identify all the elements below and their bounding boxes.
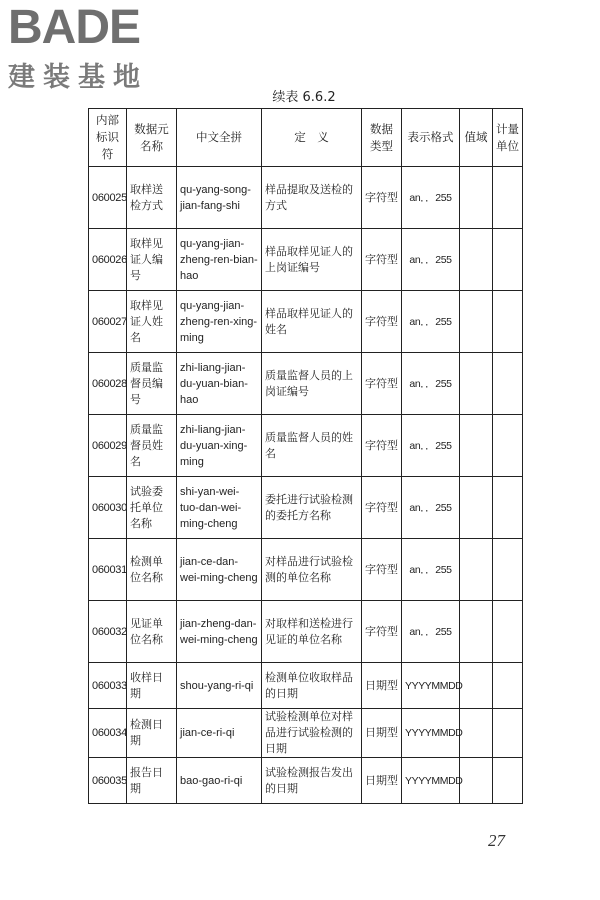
cell-pinyin: zhi-liang-jian-du-yuan-xing-ming <box>177 415 262 477</box>
cell-definition: 质量监督人员的姓名 <box>262 415 362 477</box>
cell-range <box>460 415 493 477</box>
header-element-name: 数据元名称 <box>127 109 177 167</box>
cell-definition: 样品取样见证人的上岗证编号 <box>262 229 362 291</box>
cell-name: 取样见证人姓名 <box>127 291 177 353</box>
cell-pinyin: zhi-liang-jian-du-yuan-bian-hao <box>177 353 262 415</box>
table-row <box>89 353 523 415</box>
cell-code: 060030 <box>89 477 127 539</box>
table-row <box>89 291 523 353</box>
header-range: 值域 <box>460 109 493 167</box>
cell-format: an．．255 <box>402 353 460 415</box>
cell-name: 取样送检方式 <box>127 167 177 229</box>
cell-pinyin: shi-yan-wei-tuo-dan-wei-ming-cheng <box>177 477 262 539</box>
cell-definition: 样品取样见证人的姓名 <box>262 291 362 353</box>
cell-range <box>460 477 493 539</box>
cell-format: an．．255 <box>402 539 460 601</box>
table-row <box>89 167 523 229</box>
cell-name: 质量监督员编号 <box>127 353 177 415</box>
cell-format: YYYYMMDD <box>402 709 460 758</box>
table-row <box>89 601 523 663</box>
cell-type: 日期型 <box>362 663 402 709</box>
cell-definition: 质量监督人员的上岗证编号 <box>262 353 362 415</box>
cell-name: 质量监督员姓名 <box>127 415 177 477</box>
cell-unit <box>493 477 523 539</box>
brand-logo <box>8 2 178 94</box>
cell-type: 字符型 <box>362 477 402 539</box>
header-unit: 计量单位 <box>493 109 523 167</box>
cell-definition: 对样品进行试验检测的单位名称 <box>262 539 362 601</box>
cell-code: 060029 <box>89 415 127 477</box>
cell-range <box>460 353 493 415</box>
cell-pinyin: jian-ce-ri-qi <box>177 709 262 758</box>
table-row <box>89 709 523 758</box>
cell-pinyin: jian-zheng-dan-wei-ming-cheng <box>177 601 262 663</box>
table-row <box>89 539 523 601</box>
cell-format: an．．255 <box>402 291 460 353</box>
cell-name: 检测单位名称 <box>127 539 177 601</box>
cell-code: 060034 <box>89 709 127 758</box>
cell-definition: 委托进行试验检测的委托方名称 <box>262 477 362 539</box>
cell-unit <box>493 229 523 291</box>
table-header-row <box>89 109 523 167</box>
cell-definition: 试验检测单位对样品进行试验检测的日期 <box>262 709 362 758</box>
cell-name: 试验委托单位名称 <box>127 477 177 539</box>
cell-definition: 试验检测报告发出的日期 <box>262 758 362 804</box>
cell-unit <box>493 167 523 229</box>
cell-code: 060031 <box>89 539 127 601</box>
cell-type: 日期型 <box>362 709 402 758</box>
cell-format: an．．255 <box>402 415 460 477</box>
cell-unit <box>493 291 523 353</box>
cell-format: YYYYMMDD <box>402 663 460 709</box>
cell-pinyin: shou-yang-ri-qi <box>177 663 262 709</box>
cell-definition: 对取样和送检进行见证的单位名称 <box>262 601 362 663</box>
table-row <box>89 758 523 804</box>
cell-unit <box>493 663 523 709</box>
cell-range <box>460 601 493 663</box>
cell-pinyin: bao-gao-ri-qi <box>177 758 262 804</box>
cell-format: an．．255 <box>402 167 460 229</box>
cell-name: 检测日期 <box>127 709 177 758</box>
table-row <box>89 229 523 291</box>
cell-pinyin: qu-yang-jian-zheng-ren-xing-ming <box>177 291 262 353</box>
cell-range <box>460 709 493 758</box>
cell-code: 060027 <box>89 291 127 353</box>
cell-pinyin: qu-yang-jian-zheng-ren-bian-hao <box>177 229 262 291</box>
cell-unit <box>493 539 523 601</box>
cell-definition: 样品提取及送检的方式 <box>262 167 362 229</box>
cell-code: 060032 <box>89 601 127 663</box>
cell-unit <box>493 415 523 477</box>
cell-name: 收样日期 <box>127 663 177 709</box>
cell-unit <box>493 758 523 804</box>
cell-type: 字符型 <box>362 601 402 663</box>
cell-code: 060035 <box>89 758 127 804</box>
cell-format: an．．255 <box>402 477 460 539</box>
cell-unit <box>493 601 523 663</box>
cell-pinyin: jian-ce-dan-wei-ming-cheng <box>177 539 262 601</box>
table-row <box>89 415 523 477</box>
logo-text-zh: 建装基地 <box>8 62 148 93</box>
header-data-type: 数据类型 <box>362 109 402 167</box>
page-number: 27 <box>488 831 505 850</box>
cell-type: 字符型 <box>362 291 402 353</box>
cell-name: 报告日期 <box>127 758 177 804</box>
cell-type: 日期型 <box>362 758 402 804</box>
cell-range <box>460 291 493 353</box>
cell-type: 字符型 <box>362 167 402 229</box>
header-definition: 定 义 <box>262 109 362 167</box>
cell-definition: 检测单位收取样品的日期 <box>262 663 362 709</box>
cell-type: 字符型 <box>362 353 402 415</box>
header-internal-id: 内部标识符 <box>89 109 127 167</box>
logo-text-en: BADE <box>8 1 141 54</box>
cell-range <box>460 758 493 804</box>
cell-range <box>460 663 493 709</box>
cell-code: 060028 <box>89 353 127 415</box>
table-row <box>89 663 523 709</box>
cell-unit <box>493 709 523 758</box>
cell-code: 060025 <box>89 167 127 229</box>
cell-range <box>460 539 493 601</box>
cell-type: 字符型 <box>362 229 402 291</box>
cell-format: an．．255 <box>402 229 460 291</box>
cell-code: 060026 <box>89 229 127 291</box>
cell-range <box>460 229 493 291</box>
cell-type: 字符型 <box>362 539 402 601</box>
cell-name: 见证单位名称 <box>127 601 177 663</box>
table-caption: 续表 6.6.2 <box>272 90 336 105</box>
header-pinyin: 中文全拼 <box>177 109 262 167</box>
data-element-table <box>88 108 523 804</box>
cell-code: 060033 <box>89 663 127 709</box>
table-row <box>89 477 523 539</box>
cell-name: 取样见证人编号 <box>127 229 177 291</box>
cell-pinyin: qu-yang-song-jian-fang-shi <box>177 167 262 229</box>
cell-unit <box>493 353 523 415</box>
cell-format: YYYYMMDD <box>402 758 460 804</box>
cell-format: an．．255 <box>402 601 460 663</box>
cell-type: 字符型 <box>362 415 402 477</box>
header-format: 表示格式 <box>402 109 460 167</box>
cell-range <box>460 167 493 229</box>
